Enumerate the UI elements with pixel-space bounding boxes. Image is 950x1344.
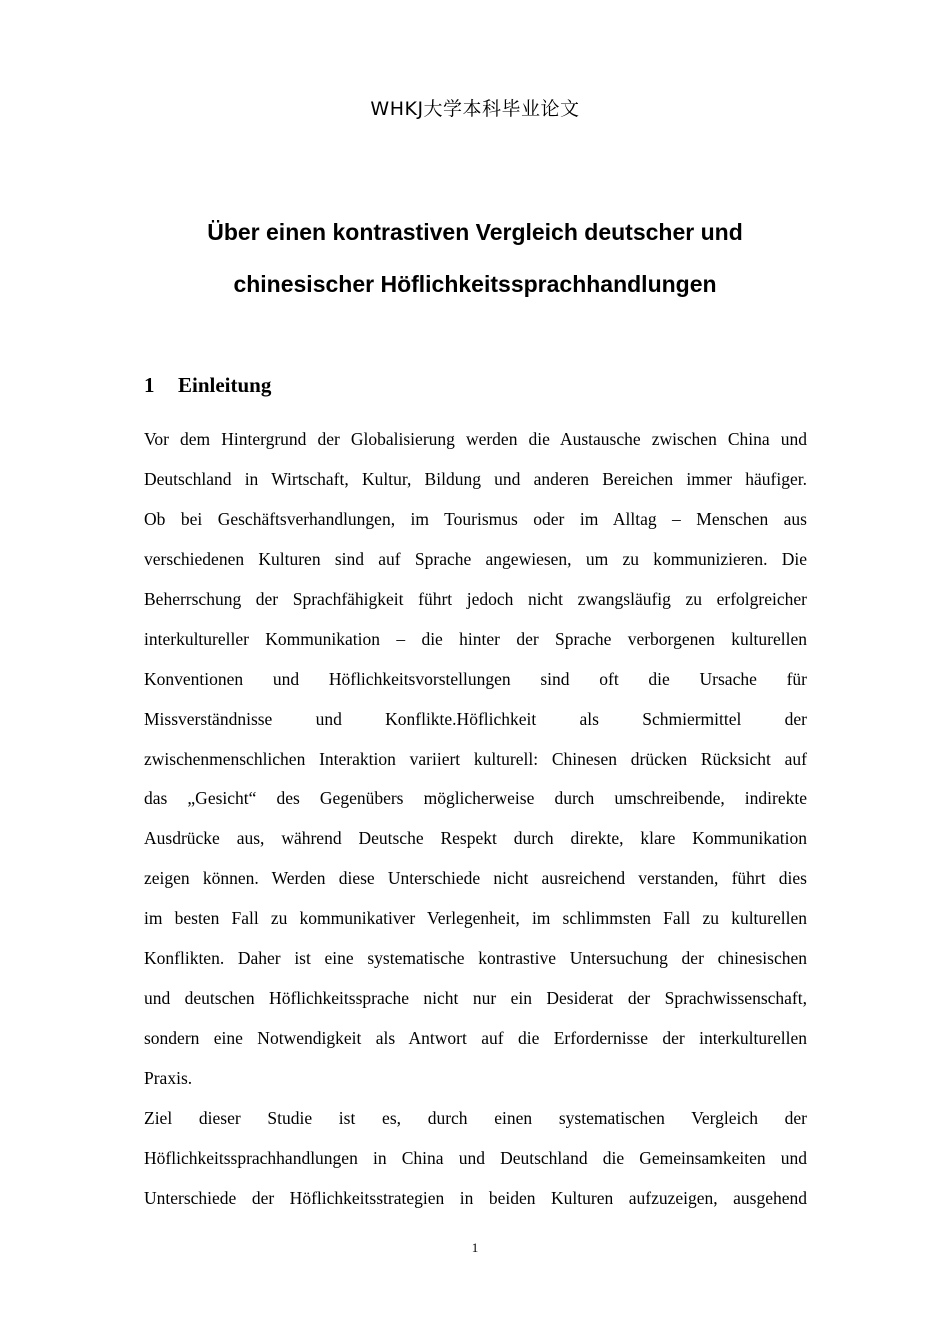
text-line: Praxis. bbox=[144, 1068, 193, 1088]
body-text bbox=[144, 420, 807, 1219]
text-line: Höflichkeitssprachhandlungen in China und Deutschland die Gemeinsamkeiten und bbox=[144, 1147, 807, 1168]
text-line: Ziel dieser Studie ist es, durch einen systematischen Vergleich der bbox=[144, 1107, 807, 1128]
text-line: das „Gesicht“ des Gegenübers möglicherweise durch umschreibende, indirekte bbox=[144, 788, 807, 809]
text-line: Ob bei Geschäftsverhandlungen, im Tourismus oder im Alltag – Menschen aus bbox=[144, 508, 807, 529]
text-line: interkultureller Kommunikation – die hinter der Sprache verborgenen kulturellen bbox=[144, 628, 807, 649]
paragraph-2 bbox=[144, 1099, 807, 1219]
text-line: Konventionen und Höflichkeitsvorstellungen sind oft die Ursache für bbox=[144, 668, 807, 689]
text-line: Deutschland in Wirtschaft, Kultur, Bildung und anderen Bereichen immer häufiger. bbox=[144, 468, 807, 489]
text-line: zwischenmenschlichen Interaktion variiert kulturell: Chinesen drücken Rücksicht auf bbox=[144, 748, 807, 769]
text-line: zeigen können. Werden diese Unterschiede nicht ausreichend verstanden, führt dies bbox=[144, 868, 807, 889]
text-line: und deutschen Höflichkeitssprache nicht nur ein Desiderat der Sprachwissenschaft, bbox=[144, 988, 807, 1009]
section-number: 1 bbox=[144, 373, 155, 397]
title-line-2: chinesischer Höflichkeitssprachhandlungen bbox=[233, 271, 717, 297]
section-heading bbox=[144, 373, 271, 398]
text-line: Missverständnisse und Konflikte.Höflichkeit als Schmiermittel der bbox=[144, 708, 807, 729]
text-line: Konflikten. Daher ist eine systematische kontrastive Untersuchung der chinesischen bbox=[144, 948, 807, 969]
running-header: WHKJ大学本科毕业论文 bbox=[370, 98, 580, 120]
paragraph-1 bbox=[144, 420, 807, 1099]
text-line: Beherrschung der Sprachfähigkeit führt jedoch nicht zwangsläufig zu erfolgreicher bbox=[144, 588, 807, 609]
text-line: im besten Fall zu kommunikativer Verlegenheit, im schlimmsten Fall zu kulturellen bbox=[144, 908, 807, 929]
text-line: Unterschiede der Höflichkeitsstrategien in beiden Kulturen aufzuzeigen, ausgehend bbox=[144, 1187, 807, 1208]
text-line: Vor dem Hintergrund der Globalisierung werden die Austausche zwischen China und bbox=[144, 429, 807, 449]
section-title: Einleitung bbox=[178, 373, 272, 397]
text-line: verschiedenen Kulturen sind auf Sprache angewiesen, um zu kommunizieren. Die bbox=[144, 548, 807, 569]
title-line-1: Über einen kontrastiven Vergleich deutscher und bbox=[207, 219, 743, 245]
text-line: sondern eine Notwendigkeit als Antwort auf die Erfordernisse der interkulturellen bbox=[144, 1028, 807, 1049]
page-number: 1 bbox=[471, 1240, 479, 1255]
text-line: Ausdrücke aus, während Deutsche Respekt durch direkte, klare Kommunikation bbox=[144, 828, 807, 849]
